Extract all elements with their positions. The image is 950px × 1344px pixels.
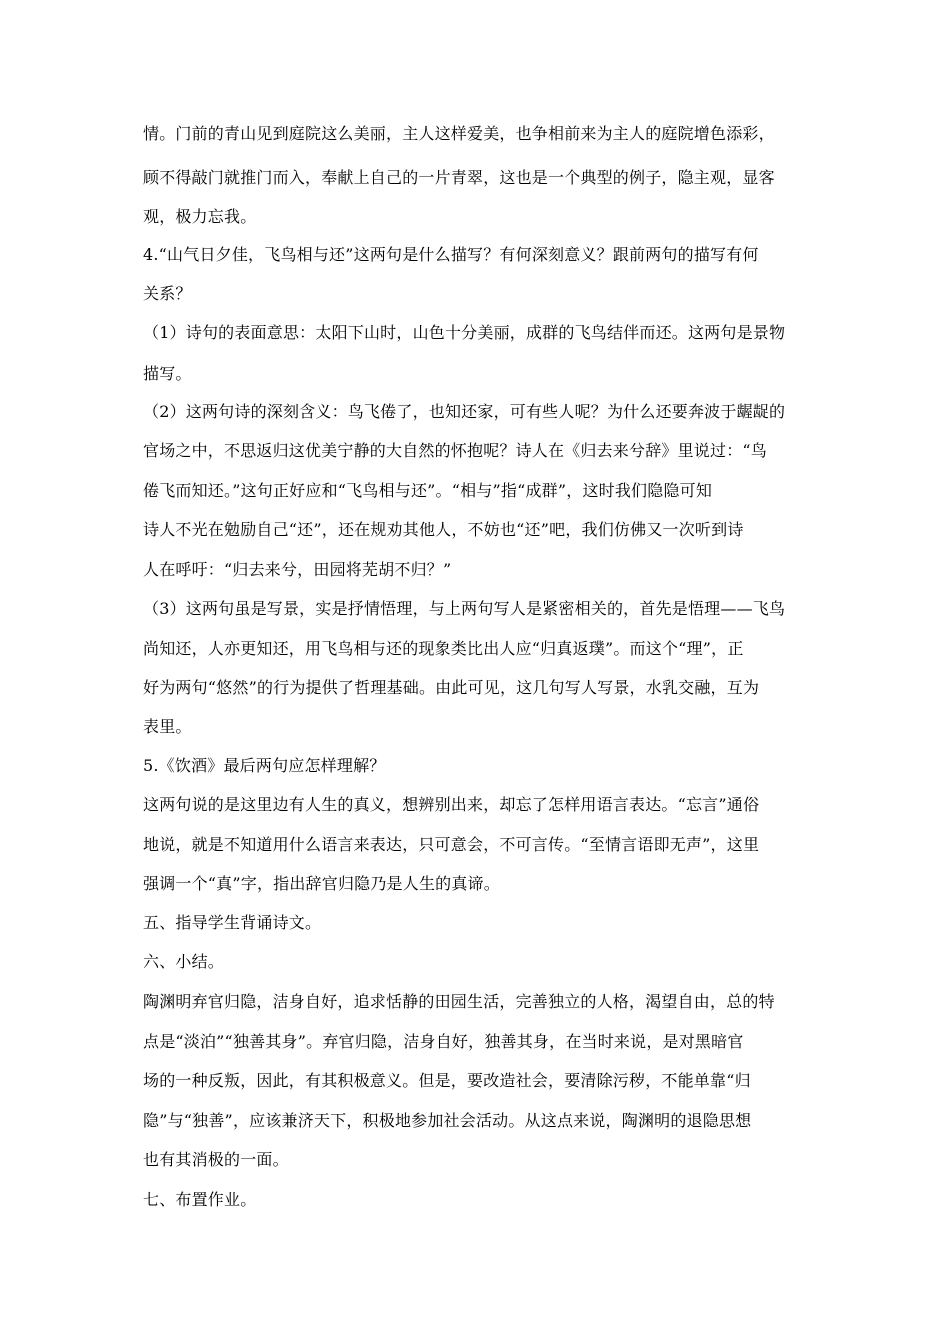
text-line: 地说，就是不知道用什么语言来表达，只可意会，不可言传。“至情言语即无声”，这里 — [143, 835, 760, 854]
text-line: 这两句说的是这里边有人生的真义，想辨别出来，却忘了怎样用语言表达。“忘言”通俗 — [143, 795, 760, 814]
text-line: （2）这两句诗的深刻含义：鸟飞倦了，也知还家，可有些人呢？为什么还要奔波于龌龊的 — [143, 402, 786, 421]
text-line: 表里。 — [143, 717, 192, 736]
text-line: 也有其消极的一面。 — [143, 1150, 289, 1169]
text-line: 诗人不光在勉励自己“还”，还在规劝其他人，不妨也“还”吧，我们仿佛又一次听到诗 — [143, 520, 744, 539]
text-line: 顾不得敲门就推门而入，奉献上自己的一片青翠，这也是一个典型的例子，隐主观，显客 — [143, 168, 775, 187]
text-line: 倦飞而知还。”这句正好应和“飞鸟相与还”。“相与”指“成群”，这时我们隐隐可知 — [143, 481, 713, 500]
text-line: 点是“淡泊”“独善其身”。弃官归隐，洁身自好，独善其身，在当时来说，是对黑暗官 — [143, 1032, 744, 1051]
text-line: （3）这两句虽是写景，实是抒情悟理，与上两句写人是紧密相关的，首先是悟理——飞鸟 — [143, 599, 786, 618]
text-line: 关系？ — [143, 284, 192, 303]
text-line: 描写。 — [143, 364, 192, 383]
text-line: 好为两句“悠然”的行为提供了哲理基础。由此可见，这几句写人写景，水乳交融，互为 — [143, 678, 760, 697]
text-line: 官场之中，不思返归这优美宁静的大自然的怀抱呢？诗人在《归去来兮辞》里说过：“鸟 — [143, 441, 767, 460]
section-heading: 五、指导学生背诵诗文。 — [143, 913, 322, 932]
text-line: 尚知还，人亦更知还，用飞鸟相与还的现象类比出人应“归真返璞”。而这个“理”，正 — [143, 639, 744, 658]
text-line: 场的一种反叛，因此，有其积极意义。但是，要改造社会，要清除污秽，不能单靠“归 — [143, 1071, 751, 1090]
text-line: 陶渊明弃官归隐，洁身自好，追求恬静的田园生活，完善独立的人格，渴望自由，总的特 — [143, 992, 775, 1011]
text-line: 人在呼吁：“归去来兮，田园将芜胡不归？” — [143, 560, 452, 579]
question-heading: 5.《饮酒》最后两句应怎样理解？ — [143, 756, 386, 775]
text-line: 隐”与“独善”，应该兼济天下，积极地参加社会活动。从这点来说，陶渊明的退隐思想 — [143, 1111, 752, 1130]
question-heading: 4.“山气日夕佳，飞鸟相与还”这两句是什么描写？有何深刻意义？跟前两句的描写有何 — [143, 245, 759, 264]
text-line: 观，极力忘我。 — [143, 207, 257, 226]
section-heading: 七、布置作业。 — [143, 1190, 257, 1209]
text-line: 情。门前的青山见到庭院这么美丽，主人这样爱美，也争相前来为主人的庭院增色添彩， — [143, 124, 775, 143]
text-line: 强调一个“真”字，指出辞官归隐乃是人生的真谛。 — [143, 874, 500, 893]
section-heading: 六、小结。 — [143, 952, 225, 971]
text-line: （1）诗句的表面意思：太阳下山时，山色十分美丽，成群的飞鸟结伴而还。这两句是景物 — [143, 323, 786, 342]
